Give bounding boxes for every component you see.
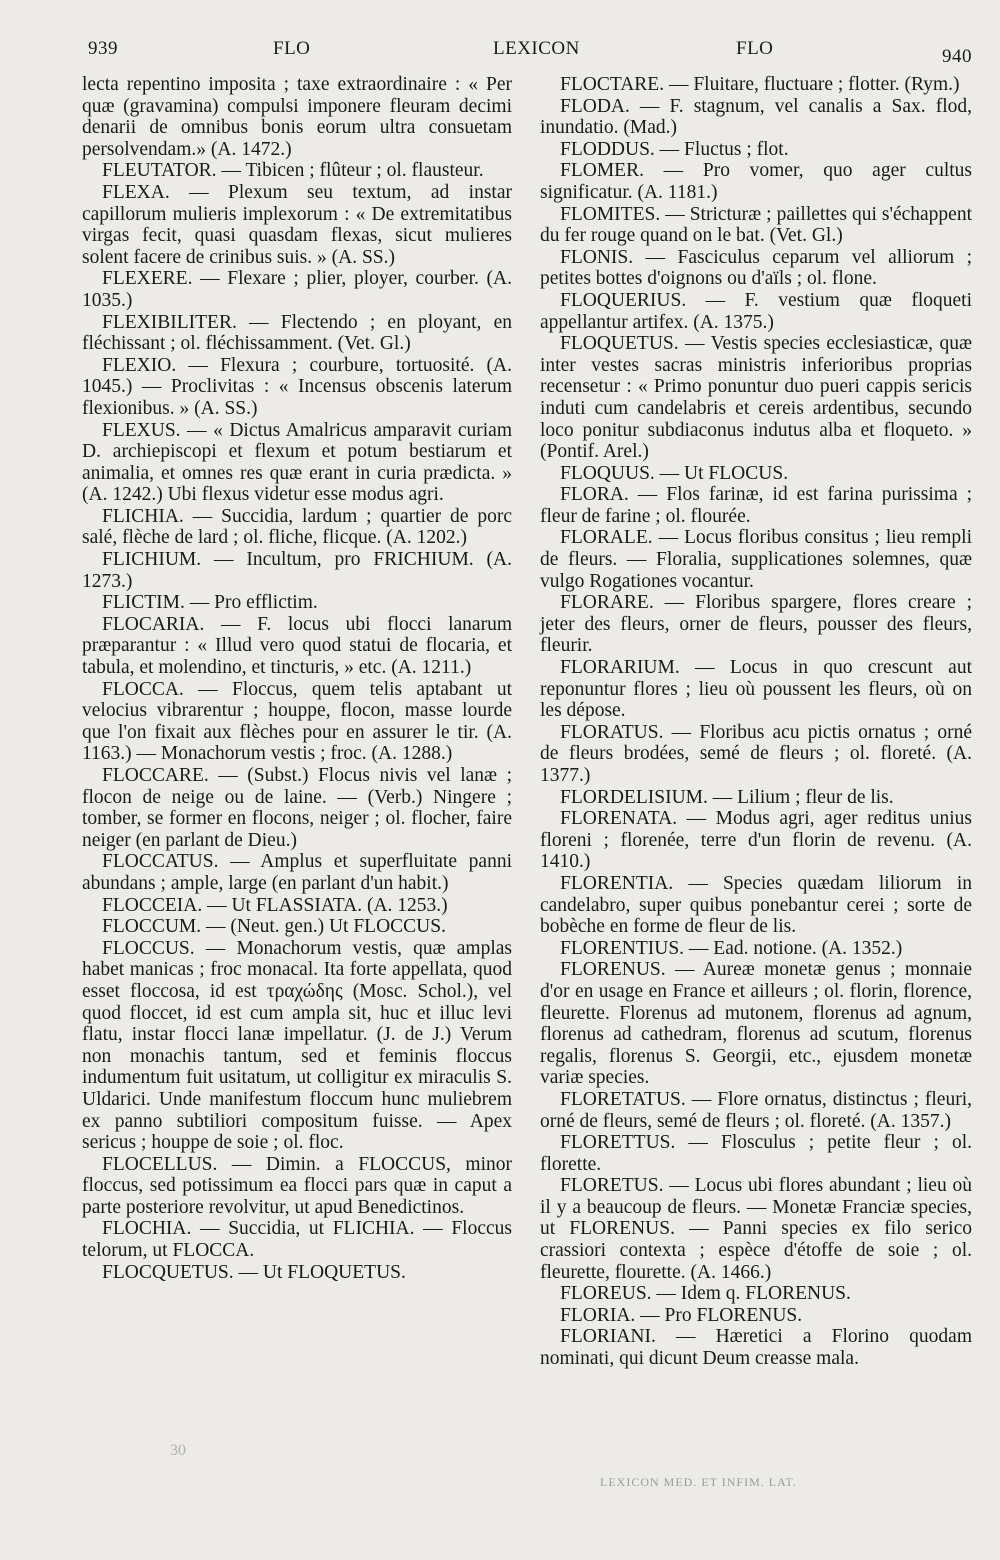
dictionary-entry: FLORATUS. — Floribus acu pictis ornatus ; orné de fleurs brodées, semé de fleurs ; ol. floreté. (A. 1377.) bbox=[540, 721, 972, 786]
center-running-head: LEXICON bbox=[493, 38, 580, 59]
dictionary-entry: FLEXERE. — Flexare ; plier, ployer, courber. (A. 1035.) bbox=[82, 268, 512, 311]
dictionary-entry: FLORENTIUS. — Ead. notione. (A. 1352.) bbox=[560, 937, 903, 959]
show-through-number: 30 bbox=[170, 1442, 186, 1459]
left-column bbox=[82, 74, 512, 1283]
dictionary-entry: FLOCCATUS. — Amplus et superfluitate panni abundans ; ample, large (en parlant d'un habit.) bbox=[82, 851, 512, 894]
dictionary-entry: FLORETTUS. — Flosculus ; petite fleur ; ol. florette. bbox=[540, 1132, 972, 1175]
bottom-note: LEXICON MED. ET INFIM. LAT. bbox=[600, 1475, 797, 1489]
dictionary-entry: FLORA. — Flos farinæ, id est farina purissima ; fleur de farine ; ol. flourée. bbox=[540, 484, 972, 527]
left-page-number: 939 bbox=[88, 38, 118, 59]
dictionary-entry: FLORIA. — Pro FLORENUS. bbox=[560, 1304, 803, 1326]
dictionary-entry: FLOCARIA. — F. locus ubi flocci lanarum præparantur : « Illud vero quod statui de flocaria, et tabula, et molendino, et tincturis, » etc. (A. 1211.) bbox=[82, 613, 512, 679]
dictionary-entry: FLOCCA. — Floccus, quem telis aptabant ut velocius vibrarentur ; houppe, flocon, masse lourde que l'on fixait aux flèches pour en assurer le tir. (A. 1163.) — Monachorum vestis ; froc. (A. 1288.) bbox=[82, 678, 512, 765]
dictionary-entry: FLOCQUETUS. — Ut FLOQUETUS. bbox=[102, 1261, 406, 1283]
page-header bbox=[88, 38, 972, 68]
dictionary-entry: FLOQUUS. — Ut FLOCUS. bbox=[560, 462, 789, 484]
dictionary-entry: FLOQUETUS. — Vestis species ecclesiasticæ, quæ inter vestes sacras ministris inferioribus proprias recensetur : « Primo ponuntur duo pueri cappis sericis induti cum candelabris et cereis ardentibus, secundo loco ponitur subdiaconus indutus alba et floqueto. » (Pontif. Arel.) bbox=[540, 333, 972, 463]
dictionary-entry: FLORENTIA. — Species quædam liliorum in candelabro, super quibus ponebantur cerei ; sorte de bobèche en forme de fleur de lis. bbox=[540, 872, 972, 938]
right-page-number: 940 bbox=[942, 46, 972, 67]
dictionary-entry: FLORARE. — Floribus spargere, flores creare ; jeter des fleurs, orner de fleurs, pousser des fleurs, fleurir. bbox=[540, 592, 972, 657]
dictionary-entry: FLORENATA. — Modus agri, ager reditus unius floreni ; florenée, terre d'un florin de revenu. (A. 1410.) bbox=[540, 808, 972, 873]
right-running-head: FLO bbox=[736, 38, 774, 59]
dictionary-entry: FLEXUS. — « Dictus Amalricus amparavit curiam D. archiepiscopi et flexum et potum bestiarum et animalia, et omnes res quæ erant in curia prædicta. » (A. 1242.) Ubi flexus videtur esse modus agri. bbox=[82, 419, 512, 506]
dictionary-entry: FLEXIBILITER. — Flectendo ; en ployant, en fléchissant ; ol. fléchissamment. (Vet. Gl.) bbox=[82, 311, 512, 355]
dictionary-entry: FLODDUS. — Fluctus ; flot. bbox=[560, 138, 789, 160]
dictionary-entry: FLORDELISIUM. — Lilium ; fleur de lis. bbox=[560, 786, 894, 808]
dictionary-entry: FLEXIO. — Flexura ; courbure, tortuosité. (A. 1045.) — Proclivitas : « Incensus obscenis laterum flexionibus. » (A. SS.) bbox=[82, 354, 512, 419]
dictionary-entry: FLOCTARE. — Fluitare, fluctuare ; flotter. (Rym.) bbox=[560, 74, 960, 95]
dictionary-entry: FLICTIM. — Pro efflictim. bbox=[102, 592, 318, 614]
dictionary-entry: FLICHIUM. — Incultum, pro FRICHIUM. (A. 1273.) bbox=[82, 549, 512, 592]
left-running-head: FLO bbox=[273, 38, 311, 59]
dictionary-entry: FLORIANI. — Hæretici a Florino quodam nominati, qui dicunt Deum creasse mala. bbox=[540, 1326, 972, 1370]
dictionary-entry: FLOCCUM. — (Neut. gen.) Ut FLOCCUS. bbox=[102, 916, 446, 938]
dictionary-entry: FLORENUS. — Aureæ monetæ genus ; monnaie d'or en usage en France et ailleurs ; ol. florin, florence, fleurette. Florenus ad mutonem, florenus ad agnum, florenus ad cathedram, florenus ad scutum, florenus regalis, florenus S. Georgii, etc., ejusdem monetæ variæ species. bbox=[540, 959, 972, 1089]
dictionary-entry: FLOREUS. — Idem q. FLORENUS. bbox=[560, 1283, 851, 1305]
right-column bbox=[540, 74, 972, 1370]
dictionary-entry: FLOCCARE. — (Subst.) Flocus nivis vel lanæ ; flocon de neige ou de laine. — (Verb.) Ningere ; tomber, se former en flocons, neiger ; ol. flocher, faire neiger (en parlant de Dieu.) bbox=[82, 765, 512, 851]
dictionary-entry: FLOMER. — Pro vomer, quo ager cultus significatur. (A. 1181.) bbox=[540, 160, 972, 203]
dictionary-entry: FLOMITES. — Stricturæ ; paillettes qui s'échappent du fer rouge quand on le bat. (Vet. Gl.) bbox=[540, 203, 972, 247]
dictionary-entry: FLOCHIA. — Succidia, ut FLICHIA. — Floccus telorum, ut FLOCCA. bbox=[82, 1218, 512, 1262]
dictionary-entry: FLOCCUS. — Monachorum vestis, quæ amplas habet manicas ; froc monacal. Ita forte appellata, quod esset floccosa, id est τραχώδης (Mosc. Schol.), vel quod floccet, id est cum ampla sit, huc et illuc levi flatu, instar flocci lanæ impellatur. (J. de J.) Verum non monachis tantum, sed et feminis floccus indumentum fuit usitatum, ut colligitur ex miraculis S. Uldarici. Unde manifestum floccum hunc muliebrem ex panno subtiliori compositum fuisse. — Apex sericus ; houppe de soie ; ol. floc. bbox=[82, 937, 512, 1154]
dictionary-entry: FLONIS. — Fasciculus ceparum vel alliorum ; petites bottes d'oignons ou d'aïls ; ol. flone. bbox=[540, 246, 972, 290]
dictionary-entry: FLEXA. — Plexum seu textum, ad instar capillorum mulieris implexorum : « De extremitatibus virgas fecit, quasi quasdam flexas, sicut mulieres solent facere de crinibus suis. » (A. SS.) bbox=[82, 181, 512, 268]
dictionary-entry: FLORARIUM. — Locus in quo crescunt aut reponuntur flores ; lieu où poussent les fleurs, où on les dépose. bbox=[540, 657, 972, 722]
dictionary-entry: FLEUTATOR. — Tibicen ; flûteur ; ol. flausteur. bbox=[102, 160, 484, 182]
dictionary-entry: FLOCELLUS. — Dimin. a FLOCCUS, minor floccus, sed potissimum ea flocci pars quæ in caput a parte posteriore revolvitur, ut apud Benedictinos. bbox=[82, 1153, 512, 1218]
dictionary-entry: FLODA. — F. stagnum, vel canalis a Sax. flod, inundatio. (Mad.) bbox=[540, 95, 972, 139]
dictionary-entry: lecta repentino imposita ; taxe extraordinaire : « Per quæ (gravamina) compulsi imponere fleuram decimi denarii de omnibus bonis eorum ultra consuetam persolvendam.» (A. 1472.) bbox=[82, 74, 512, 160]
dictionary-entry: FLOQUERIUS. — F. vestium quæ floqueti appellantur artifex. (A. 1375.) bbox=[540, 289, 972, 333]
dictionary-entry: FLORETUS. — Locus ubi flores abundant ; lieu où il y a beaucoup de fleurs. — Monetæ Franciæ species, ut FLORENUS. — Panni species ex filo serico crassiori contexta ; espèce d'étoffe de soie ; ol. fleurette, flourette. (A. 1466.) bbox=[540, 1175, 972, 1283]
dictionary-entry: FLORETATUS. — Flore ornatus, distinctus ; fleuri, orné de fleurs, semé de fleurs ; ol. floreté. (A. 1357.) bbox=[540, 1088, 972, 1132]
dictionary-entry: FLORALE. — Locus floribus consitus ; lieu rempli de fleurs. — Floralia, supplicationes solemnes, quæ vulgo Rogationes vocantur. bbox=[540, 527, 972, 592]
dictionary-entry: FLOCCEIA. — Ut FLASSIATA. (A. 1253.) bbox=[102, 894, 448, 916]
dictionary-entry: FLICHIA. — Succidia, lardum ; quartier de porc salé, flèche de lard ; ol. fliche, flicque. (A. 1202.) bbox=[82, 505, 512, 549]
